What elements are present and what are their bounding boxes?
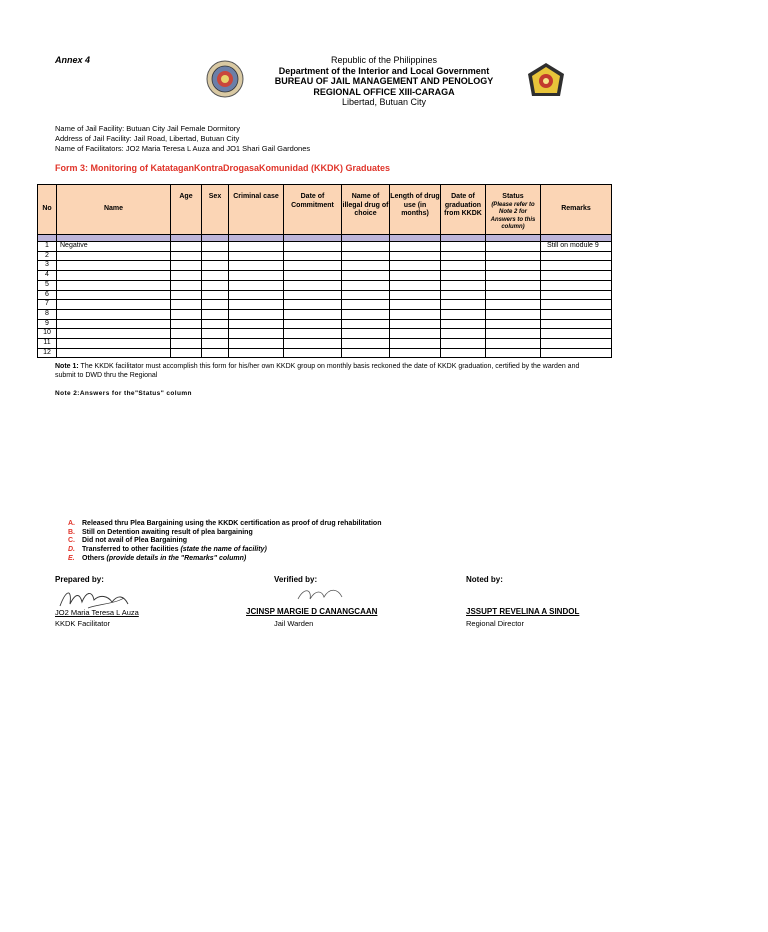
- cell-status: [486, 242, 541, 252]
- col-header-length: Length of drug use (in months): [390, 185, 441, 235]
- verified-by-label: Verified by:: [274, 575, 318, 584]
- status-answer-item: [68, 520, 381, 529]
- cell-remarks: [541, 251, 612, 261]
- cell-length: [390, 300, 441, 310]
- answer-text: Released thru Plea Bargaining using the KKDK certification as proof of drug rehabilitation: [82, 520, 382, 527]
- cell-name: [57, 348, 171, 358]
- cell-sex: [202, 309, 229, 319]
- cell-age: [171, 271, 202, 281]
- note-1-text: The KKDK facilitator must accomplish this form for his/her own KKDK group on monthly basis reckoned the date of KKDK graduation, certified by the warden and submit to DWD thru the Regional: [55, 363, 580, 379]
- cell-sex: [202, 280, 229, 290]
- table-row: [38, 339, 612, 349]
- cell-graduation: [441, 329, 486, 339]
- cell-status: [486, 319, 541, 329]
- cell-name: Negative: [57, 242, 171, 252]
- table-row: [38, 261, 612, 271]
- status-answer-item: [68, 537, 381, 546]
- cell-sex: [202, 300, 229, 310]
- prepared-name: JO2 Maria Teresa L Auza: [55, 608, 139, 617]
- table-row: [38, 300, 612, 310]
- table-row: [38, 271, 612, 281]
- cell-drug: [342, 261, 390, 271]
- note-2: Note 2:Answers for the"Status" column: [55, 390, 192, 397]
- cell-sex: [202, 319, 229, 329]
- cell-drug: [342, 271, 390, 281]
- cell-length: [390, 251, 441, 261]
- answer-text: Others: [82, 554, 105, 562]
- cell-no: 6: [38, 290, 57, 300]
- col-header-remarks: Remarks: [541, 185, 612, 235]
- letterhead-region: REGIONAL OFFICE XIII-CARAGA: [313, 86, 455, 97]
- cell-graduation: [441, 251, 486, 261]
- cell-name: [57, 271, 171, 281]
- answer-detail: (provide details in the "Remarks" column): [106, 554, 247, 562]
- cell-status: [486, 271, 541, 281]
- cell-age: [171, 348, 202, 358]
- cell-graduation: [441, 271, 486, 281]
- cell-age: [171, 261, 202, 271]
- cell-graduation: [441, 242, 486, 252]
- answer-letter: E.: [68, 554, 75, 562]
- prepared-by-label: Prepared by:: [55, 575, 104, 584]
- cell-remarks: [541, 329, 612, 339]
- col-header-no: No: [38, 185, 57, 235]
- letterhead: [200, 55, 568, 108]
- cell-remarks: [541, 290, 612, 300]
- cell-graduation: [441, 339, 486, 349]
- cell-name: [57, 251, 171, 261]
- cell-drug: [342, 309, 390, 319]
- form-title: Form 3: Monitoring of KatataganKontraDrogasaKomunidad (KKDK) Graduates: [55, 163, 391, 173]
- cell-drug: [342, 329, 390, 339]
- cell-name: [57, 329, 171, 339]
- letterhead-address: Libertad, Butuan City: [341, 97, 427, 107]
- cell-status: [486, 280, 541, 290]
- answer-text: Did not avail of Plea Bargaining: [82, 537, 188, 545]
- table-header-row: [38, 185, 612, 235]
- cell-remarks: [541, 319, 612, 329]
- cell-status: [486, 329, 541, 339]
- cell-status: [486, 339, 541, 349]
- cell-length: [390, 339, 441, 349]
- col-header-criminal-case: Criminal case: [229, 185, 284, 235]
- cell-graduation: [441, 280, 486, 290]
- cell-age: [171, 319, 202, 329]
- cell-remarks: [541, 271, 612, 281]
- cell-age: [171, 300, 202, 310]
- cell-graduation: [441, 300, 486, 310]
- cell-length: [390, 280, 441, 290]
- info-facility: Name of Jail Facility: Butuan City Jail Female Dormitory: [55, 124, 241, 133]
- status-title: Status: [502, 193, 524, 200]
- cell-criminal: [229, 300, 284, 310]
- cell-drug: [342, 280, 390, 290]
- cell-name: [57, 309, 171, 319]
- cell-age: [171, 280, 202, 290]
- cell-commitment: [284, 309, 342, 319]
- cell-criminal: [229, 242, 284, 252]
- cell-drug: [342, 300, 390, 310]
- cell-commitment: [284, 319, 342, 329]
- cell-name: [57, 319, 171, 329]
- cell-remarks: [541, 309, 612, 319]
- letterhead-republic: Republic of the Philippines: [330, 55, 438, 65]
- cell-commitment: [284, 280, 342, 290]
- cell-length: [390, 319, 441, 329]
- cell-drug: [342, 348, 390, 358]
- answer-text: Still on Detention awaiting result of plea bargaining: [82, 528, 253, 536]
- table-row: [38, 242, 612, 252]
- cell-sex: [202, 271, 229, 281]
- answer-letter: B.: [68, 528, 75, 536]
- cell-age: [171, 339, 202, 349]
- cell-graduation: [441, 348, 486, 358]
- col-header-age: Age: [171, 185, 202, 235]
- answer-detail: (state the name of facility): [180, 546, 267, 554]
- col-header-status: [486, 185, 541, 235]
- status-answers-list: [68, 520, 381, 564]
- cell-criminal: [229, 290, 284, 300]
- table-row: [38, 280, 612, 290]
- cell-length: [390, 290, 441, 300]
- cell-sex: [202, 290, 229, 300]
- table-body: [38, 242, 612, 358]
- cell-name: [57, 261, 171, 271]
- cell-criminal: [229, 309, 284, 319]
- cell-status: [486, 309, 541, 319]
- cell-remarks: [541, 300, 612, 310]
- info-facilitators: Name of Facilitators: JO2 Maria Teresa L Auza and JO1 Shari Gail Gardones: [55, 144, 311, 153]
- cell-age: [171, 309, 202, 319]
- cell-drug: [342, 290, 390, 300]
- cell-commitment: [284, 242, 342, 252]
- table-row: [38, 329, 612, 339]
- cell-remarks: [541, 261, 612, 271]
- cell-no: 3: [38, 261, 57, 271]
- note-1: [55, 363, 595, 380]
- cell-no: 8: [38, 309, 57, 319]
- cell-length: [390, 271, 441, 281]
- cell-sex: [202, 329, 229, 339]
- table-row: [38, 309, 612, 319]
- cell-age: [171, 242, 202, 252]
- col-header-commitment: Date of Commitment: [284, 185, 342, 235]
- cell-commitment: [284, 300, 342, 310]
- cell-no: 4: [38, 271, 57, 281]
- cell-commitment: [284, 339, 342, 349]
- table-row: [38, 251, 612, 261]
- cell-commitment: [284, 271, 342, 281]
- cell-commitment: [284, 329, 342, 339]
- cell-length: [390, 348, 441, 358]
- cell-criminal: [229, 319, 284, 329]
- cell-sex: [202, 242, 229, 252]
- cell-no: 9: [38, 319, 57, 329]
- cell-name: [57, 300, 171, 310]
- cell-sex: [202, 251, 229, 261]
- table-row: [38, 319, 612, 329]
- cell-remarks: Still on module 9: [541, 242, 612, 252]
- cell-criminal: [229, 280, 284, 290]
- cell-no: 2: [38, 251, 57, 261]
- cell-age: [171, 329, 202, 339]
- cell-criminal: [229, 261, 284, 271]
- cell-age: [171, 251, 202, 261]
- answer-letter: A.: [68, 520, 75, 527]
- cell-drug: [342, 242, 390, 252]
- cell-sex: [202, 348, 229, 358]
- graduates-table: [37, 184, 612, 358]
- cell-commitment: [284, 348, 342, 358]
- cell-remarks: [541, 348, 612, 358]
- cell-remarks: [541, 280, 612, 290]
- cell-criminal: [229, 339, 284, 349]
- cell-age: [171, 290, 202, 300]
- cell-no: 1: [38, 242, 57, 252]
- cell-length: [390, 261, 441, 271]
- status-note: (Please refer to Note 2 for Answers to this column): [490, 201, 536, 230]
- col-header-graduation: Date of graduation from KKDK: [441, 185, 486, 235]
- letterhead-department: Department of the Interior and Local Government: [278, 65, 490, 76]
- cell-drug: [342, 319, 390, 329]
- letterhead-bureau: BUREAU OF JAIL MANAGEMENT AND PENOLOGY: [274, 76, 494, 86]
- status-answer-item: [68, 529, 381, 538]
- verified-name: JCINSP MARGIE D CANANGCAAN: [246, 607, 378, 616]
- status-answer-item: [68, 546, 381, 555]
- col-header-sex: Sex: [202, 185, 229, 235]
- note-1-label: Note 1:: [55, 363, 79, 370]
- noted-role: Regional Director: [466, 619, 524, 628]
- cell-drug: [342, 339, 390, 349]
- cell-length: [390, 242, 441, 252]
- table-separator-row: [38, 235, 612, 242]
- prepared-role: KKDK Facilitator: [55, 619, 111, 628]
- cell-commitment: [284, 261, 342, 271]
- cell-no: 10: [38, 329, 57, 339]
- cell-graduation: [441, 261, 486, 271]
- cell-no: 12: [38, 348, 57, 358]
- cell-graduation: [441, 290, 486, 300]
- cell-criminal: [229, 271, 284, 281]
- annex-label: Annex 4: [55, 55, 91, 65]
- cell-criminal: [229, 251, 284, 261]
- cell-graduation: [441, 319, 486, 329]
- col-header-name: Name: [57, 185, 171, 235]
- cell-name: [57, 339, 171, 349]
- cell-status: [486, 290, 541, 300]
- cell-sex: [202, 261, 229, 271]
- cell-remarks: [541, 339, 612, 349]
- cell-commitment: [284, 290, 342, 300]
- table-row: [38, 348, 612, 358]
- answer-letter: D.: [68, 546, 75, 554]
- cell-criminal: [229, 329, 284, 339]
- cell-no: 11: [38, 339, 57, 349]
- cell-name: [57, 290, 171, 300]
- cell-graduation: [441, 309, 486, 319]
- cell-no: 5: [38, 280, 57, 290]
- cell-no: 7: [38, 300, 57, 310]
- cell-drug: [342, 251, 390, 261]
- noted-by-label: Noted by:: [466, 575, 503, 584]
- cell-sex: [202, 339, 229, 349]
- verified-role: Jail Warden: [274, 619, 314, 628]
- answer-letter: C.: [68, 537, 75, 545]
- cell-commitment: [284, 251, 342, 261]
- cell-length: [390, 309, 441, 319]
- table-row: [38, 290, 612, 300]
- cell-criminal: [229, 348, 284, 358]
- info-address: Address of Jail Facility: Jail Road, Libertad, Butuan City: [55, 134, 240, 143]
- status-answer-item: [68, 555, 381, 564]
- cell-name: [57, 280, 171, 290]
- noted-name: JSSUPT REVELINA A SINDOL: [466, 607, 580, 616]
- cell-status: [486, 300, 541, 310]
- answer-text: Transferred to other facilities: [82, 546, 179, 554]
- cell-status: [486, 348, 541, 358]
- col-header-drug: Name of illegal drug of choice: [342, 185, 390, 235]
- cell-status: [486, 261, 541, 271]
- cell-status: [486, 251, 541, 261]
- cell-length: [390, 329, 441, 339]
